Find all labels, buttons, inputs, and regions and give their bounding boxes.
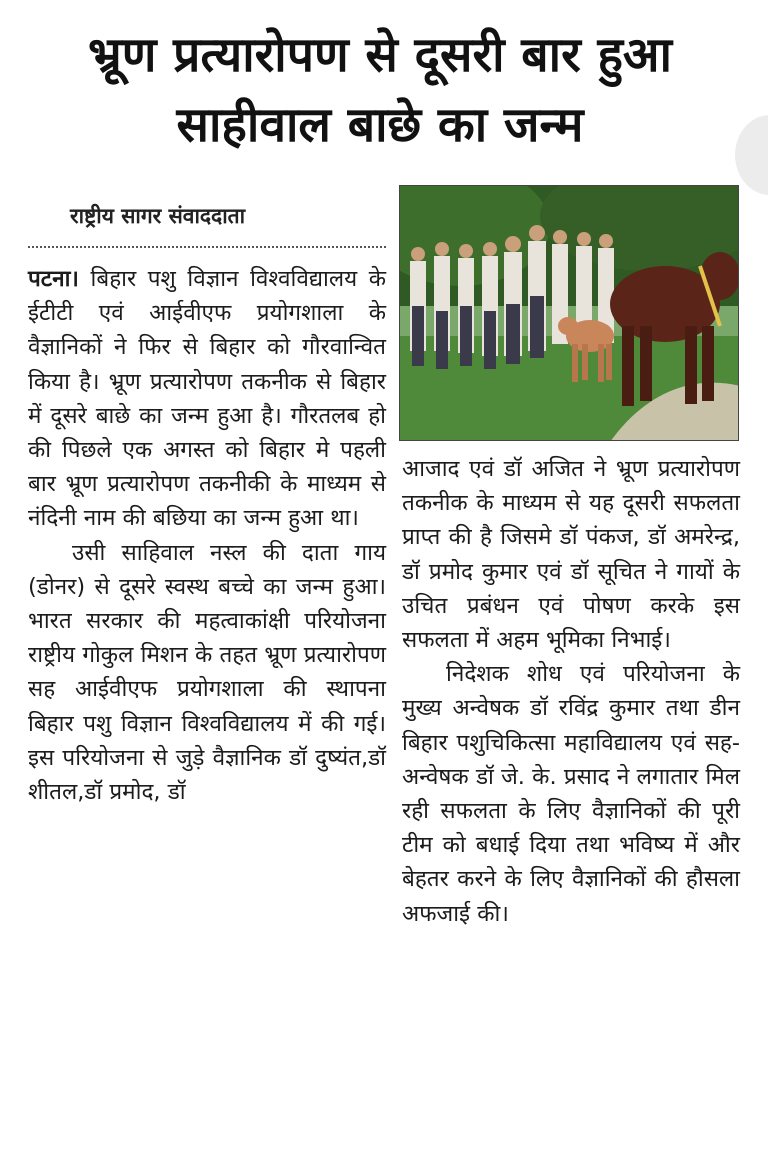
left-paragraph-1 [28, 262, 386, 536]
left-paragraph-1-text: बिहार पशु विज्ञान विश्वविद्यालय के ईटीटी एवं आईवीएफ प्रयोगशाला के वैज्ञानिकों ने फिर से बिहार को गौरवान्वित किया है। भ्रूण प्रत्यारोपण तकनीक से बिहार में दूसरे बाछे का जन्म हुआ है। गौरतलब हो की पिछले एक अगस्त को बिहार मे पहली बार भ्रूण प्रत्यारोपण तकनीकी के माध्यम से नंदिनी नाम की बछिया का जन्म हुआ था। [28, 266, 386, 532]
right-paragraph-1: आजाद एवं डॉ अजित ने भ्रूण प्रत्यारोपण तकनीक के माध्यम से यह दूसरी सफलता प्राप्त की है जिसमे डॉ पंकज, डॉ अमरेन्द्र, डॉ प्रमोद कुमार एवं डॉ सूचित ने गायों के उचित प्रबंधन एवं पोषण करके इस सफलता में अहम भूमिका निभाई। [402, 456, 740, 654]
cow-calf-photo-illustration [400, 186, 739, 441]
left-column [28, 262, 386, 809]
headline: भ्रूण प्रत्यारोपण से दूसरी बार हुआ साहीवाल बाछे का जन्म [87, 27, 672, 153]
right-column [402, 452, 740, 931]
dotted-divider [28, 246, 386, 248]
news-photo [399, 185, 739, 441]
left-paragraph-2: उसी साहिवाल नस्ल की दाता गाय (डोनर) से दूसरे स्वस्थ बच्चे का जन्म हुआ। भारत सरकार की महत्वाकांक्षी परियोजना राष्ट्रीय गोकुल मिशन के तहत भ्रूण प्रत्यारोपण सह आईवीएफ प्रयोगशाला की स्थापना बिहार पशु विज्ञान विश्वविद्यालय में की गई। इस परियोजना से जुड़े वैज्ञानिक डॉ दुष्यंत,डॉ शीतल,डॉ प्रमोद, डॉ [28, 539, 386, 806]
right-paragraph-2: निदेशक शोध एवं परियोजना के मुख्य अन्वेषक डॉ रविंद्र कुमार तथा डीन बिहार पशुचिकित्सा महाविद्यालय एवं सह-अन्वेषक डॉ जे. के. प्रसाद ने लगातार मिल रही सफलता के लिए वैज्ञानिकों की पूरी टीम को बधाई दिया तथा भविष्य में और बेहतर करने के लिए वैज्ञानिकों की हौसला अफजाई की। [402, 661, 740, 927]
byline: राष्ट्रीय सागर संवाददाता [70, 204, 246, 228]
dateline: पटना। [28, 266, 79, 292]
